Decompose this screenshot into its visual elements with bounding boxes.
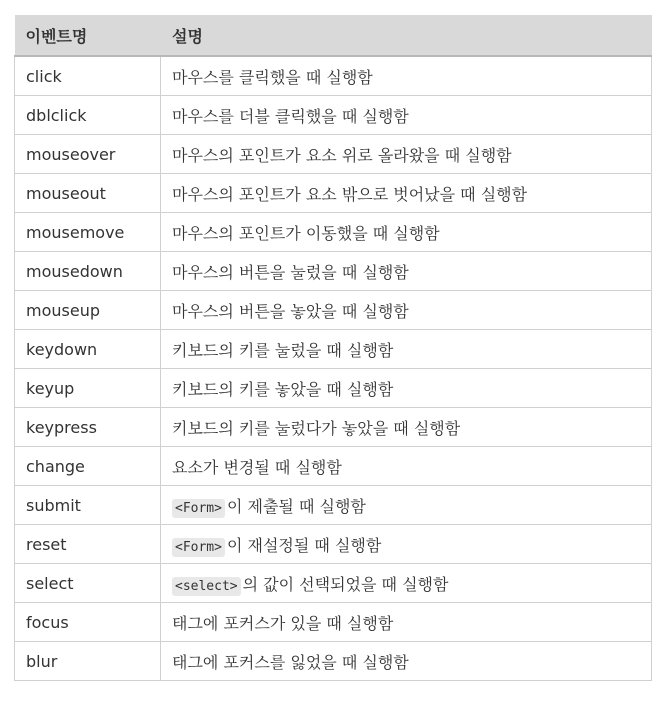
- description-text: 마우스의 버튼을 눌렀을 때 실행함: [172, 262, 409, 282]
- event-name-cell: blur: [15, 642, 161, 681]
- description-text: 태그에 포커스를 잃었을 때 실행함: [172, 652, 409, 672]
- event-name-cell: mousedown: [15, 252, 161, 291]
- table-row: [15, 174, 652, 213]
- inline-code-tag: <Form>: [172, 499, 225, 518]
- event-table: [14, 15, 652, 681]
- table-row: [15, 486, 652, 525]
- event-description-cell: [161, 330, 652, 369]
- event-name-cell: change: [15, 447, 161, 486]
- table-header: [15, 15, 652, 56]
- description-text: 마우스를 클릭했을 때 실행함: [172, 67, 373, 87]
- table-row: [15, 447, 652, 486]
- table-row: [15, 369, 652, 408]
- description-text: 마우스를 더블 클릭했을 때 실행함: [172, 106, 409, 126]
- description-text: 태그에 포커스가 있을 때 실행함: [172, 613, 394, 633]
- table-row: [15, 135, 652, 174]
- event-description-cell: [161, 96, 652, 135]
- event-name-cell: focus: [15, 603, 161, 642]
- table-row: [15, 564, 652, 603]
- table-row: [15, 96, 652, 135]
- event-description-cell: [161, 135, 652, 174]
- event-description-cell: [161, 213, 652, 252]
- header-event-name: 이벤트명: [15, 15, 161, 56]
- event-description-cell: [161, 447, 652, 486]
- event-name-cell: mouseup: [15, 291, 161, 330]
- table-row: [15, 408, 652, 447]
- event-description-cell: [161, 408, 652, 447]
- event-description-cell: [161, 291, 652, 330]
- event-name-cell: click: [15, 56, 161, 96]
- inline-code-tag: <select>: [172, 577, 241, 596]
- table-row: [15, 56, 652, 96]
- description-text: 마우스의 버튼을 놓았을 때 실행함: [172, 301, 409, 321]
- table-row: [15, 330, 652, 369]
- description-text: 마우스의 포인트가 이동했을 때 실행함: [172, 223, 440, 243]
- event-table-container: [14, 15, 651, 681]
- table-row: [15, 525, 652, 564]
- description-text: 키보드의 키를 눌렀다가 놓았을 때 실행함: [172, 418, 461, 438]
- description-text: 키보드의 키를 놓았을 때 실행함: [172, 379, 394, 399]
- description-text: 요소가 변경될 때 실행함: [172, 457, 342, 477]
- table-row: [15, 291, 652, 330]
- event-description-cell: [161, 564, 652, 603]
- event-name-cell: mouseout: [15, 174, 161, 213]
- table-body: [15, 56, 652, 681]
- table-row: [15, 252, 652, 291]
- event-name-cell: dblclick: [15, 96, 161, 135]
- header-row: [15, 15, 652, 56]
- event-description-cell: [161, 174, 652, 213]
- event-description-cell: [161, 252, 652, 291]
- event-description-cell: [161, 525, 652, 564]
- description-text: 키보드의 키를 눌렀을 때 실행함: [172, 340, 394, 360]
- description-text: 이 제출될 때 실행함: [226, 496, 366, 516]
- event-name-cell: keydown: [15, 330, 161, 369]
- description-text: 이 재설정될 때 실행함: [226, 535, 382, 555]
- event-name-cell: keyup: [15, 369, 161, 408]
- event-name-cell: reset: [15, 525, 161, 564]
- description-text: 의 값이 선택되었을 때 실행함: [242, 574, 449, 594]
- event-description-cell: [161, 603, 652, 642]
- event-name-cell: mouseover: [15, 135, 161, 174]
- event-description-cell: [161, 369, 652, 408]
- inline-code-tag: <Form>: [172, 538, 225, 557]
- header-description: 설명: [161, 15, 652, 56]
- table-row: [15, 603, 652, 642]
- description-text: 마우스의 포인트가 요소 위로 올라왔을 때 실행함: [172, 145, 512, 165]
- table-row: [15, 642, 652, 681]
- event-name-cell: mousemove: [15, 213, 161, 252]
- event-description-cell: [161, 56, 652, 96]
- event-name-cell: select: [15, 564, 161, 603]
- event-description-cell: [161, 486, 652, 525]
- event-description-cell: [161, 642, 652, 681]
- description-text: 마우스의 포인트가 요소 밖으로 벗어났을 때 실행함: [172, 184, 528, 204]
- table-row: [15, 213, 652, 252]
- event-name-cell: keypress: [15, 408, 161, 447]
- event-name-cell: submit: [15, 486, 161, 525]
